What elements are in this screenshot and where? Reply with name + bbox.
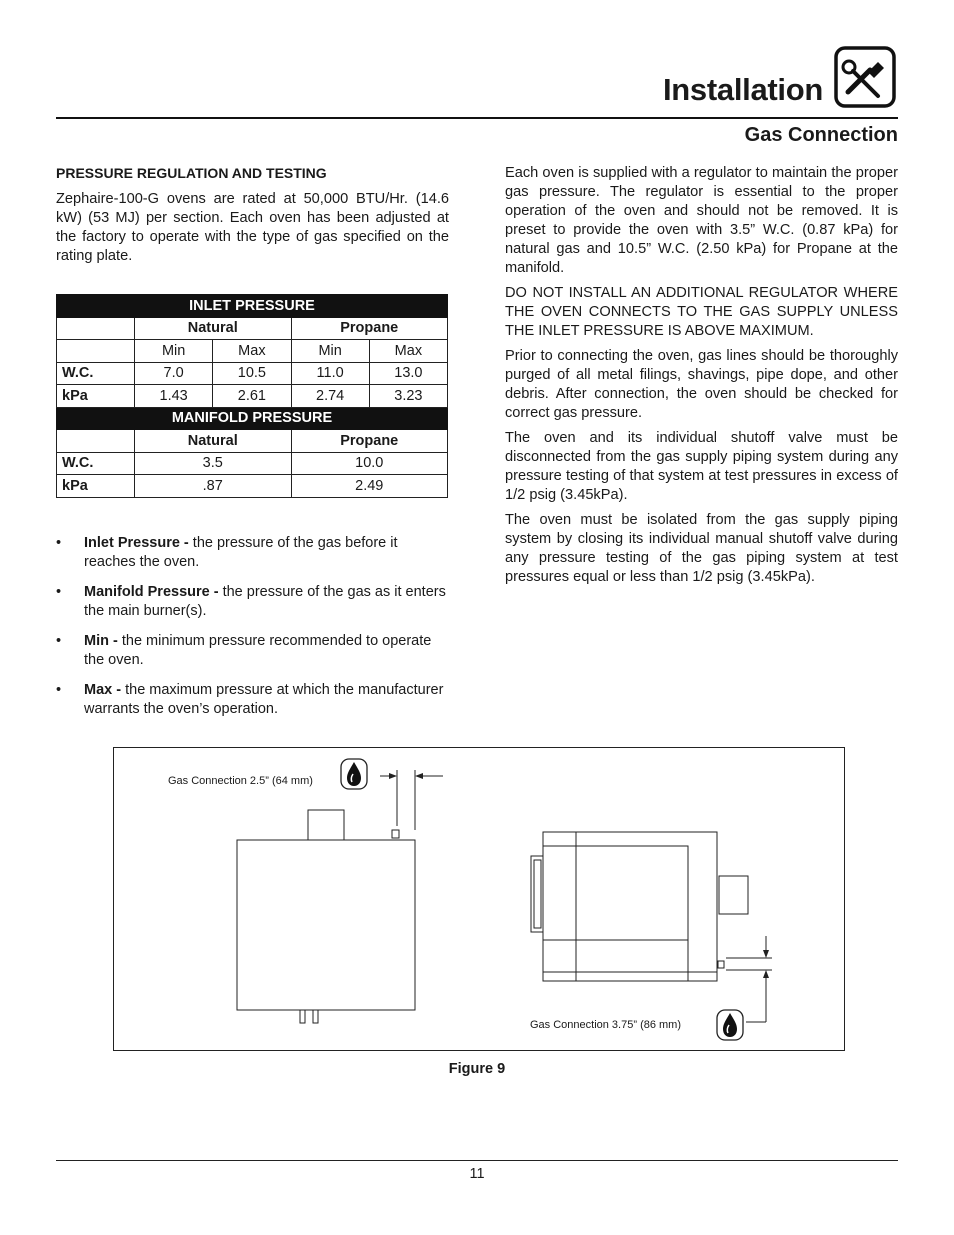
paragraph: Prior to connecting the oven, gas lines should be thoroughly purged of all metal filings, shavings, pipe dope, and other debris. After connection, the oven should be checked for correct gas pressure. <box>505 348 898 421</box>
intro-paragraph: Zephaire-100-G ovens are rated at 50,000 BTU/Hr. (14.6 kW) (53 MJ) per section. Each oven has been adjusted at the factory to operate with the type of gas specified on the rating plate. <box>56 191 449 264</box>
propane-header: Propane <box>291 317 448 340</box>
table-cell: 10.0 <box>291 452 448 475</box>
bullet: • <box>56 584 62 600</box>
row-label-kpa: kPa <box>57 385 135 408</box>
term: Inlet Pressure - <box>84 535 189 551</box>
bullet: • <box>56 633 62 649</box>
row-label-kpa: kPa <box>57 475 135 498</box>
manifold-pressure-header: MANIFOLD PRESSURE <box>57 407 448 430</box>
bullet: • <box>56 682 62 698</box>
gas-flame-icon <box>716 1009 744 1041</box>
header-rule <box>56 117 898 119</box>
definition: the pressure of the gas as it enters the main burner(s). <box>84 584 446 619</box>
definition: the minimum pressure recommended to operate the oven. <box>84 633 432 668</box>
row-label-wc: W.C. <box>57 452 135 475</box>
gas-connection-label-bottom: Gas Connection 3.75” (86 mm) <box>530 1019 682 1031</box>
paragraph: The oven and its individual shutoff valve must be disconnected from the gas supply piping system during any pressure testing of that system at test pressures in excess of 1/2 psig (3.45kPa). <box>505 430 898 503</box>
warning-paragraph: DO NOT INSTALL AN ADDITIONAL REGULATOR WHERE THE OVEN CONNECTS TO THE GAS SUPPLY UNLESS THE INLET PRESSURE IS ABOVE MAXIMUM. <box>505 285 898 339</box>
gas-flame-icon <box>340 758 368 790</box>
table-cell: .87 <box>135 475 292 498</box>
term: Manifold Pressure - <box>84 584 219 600</box>
natural-header: Natural <box>135 430 292 453</box>
table-cell: 3.5 <box>135 452 292 475</box>
table-cell: 13.0 <box>369 362 447 385</box>
page-title: Installation <box>662 72 823 107</box>
figure-caption: Figure 9 <box>448 1061 506 1077</box>
footer-rule <box>56 1160 898 1161</box>
table-cell: 1.43 <box>135 385 213 408</box>
gas-connection-label-top: Gas Connection 2.5” (64 mm) <box>168 775 313 787</box>
pressure-table <box>56 294 448 498</box>
paragraph: The oven must be isolated from the gas supply piping system by closing its individual manual shutoff valve during any pressure testing of the gas piping system at test pressures equal or less than 1/2 psig (3.45kPa). <box>505 512 898 585</box>
max-header: Max <box>369 340 447 363</box>
list-item <box>56 632 448 670</box>
table-cell: 2.74 <box>291 385 369 408</box>
list-item <box>56 681 448 719</box>
page-number: 11 <box>469 1166 485 1182</box>
natural-header: Natural <box>135 317 292 340</box>
table-cell: 7.0 <box>135 362 213 385</box>
subsection-heading: PRESSURE REGULATION AND TESTING <box>56 165 327 181</box>
list-item <box>56 583 448 621</box>
term: Min - <box>84 633 118 649</box>
min-header: Min <box>291 340 369 363</box>
table-cell: 2.49 <box>291 475 448 498</box>
table-cell: 3.23 <box>369 385 447 408</box>
paragraph: Each oven is supplied with a regulator to maintain the proper gas pressure. The regulator is essential to the proper operation of the oven and should not be removed. It is preset to provide the oven with 3.5” W.C. (0.87 kPa) for natural gas and 10.5” W.C. (2.50 kPa) for Propane at the manifold. <box>505 165 898 276</box>
list-item <box>56 534 448 572</box>
max-header: Max <box>213 340 291 363</box>
min-header: Min <box>135 340 213 363</box>
table-cell: 10.5 <box>213 362 291 385</box>
table-cell: 2.61 <box>213 385 291 408</box>
term: Max - <box>84 682 122 698</box>
figure-9-diagram <box>113 747 845 1051</box>
row-label-wc: W.C. <box>57 362 135 385</box>
bullet: • <box>56 535 62 551</box>
propane-header: Propane <box>291 430 448 453</box>
inlet-pressure-header: INLET PRESSURE <box>57 295 448 318</box>
definition: the pressure of the gas before it reaches the oven. <box>84 535 398 570</box>
right-column <box>505 164 898 593</box>
section-title: Gas Connection <box>744 124 898 146</box>
wrench-screwdriver-icon <box>834 46 896 108</box>
definitions-list <box>56 534 448 730</box>
table-cell: 11.0 <box>291 362 369 385</box>
definition: the maximum pressure at which the manufacturer warrants the oven’s operation. <box>84 682 444 717</box>
